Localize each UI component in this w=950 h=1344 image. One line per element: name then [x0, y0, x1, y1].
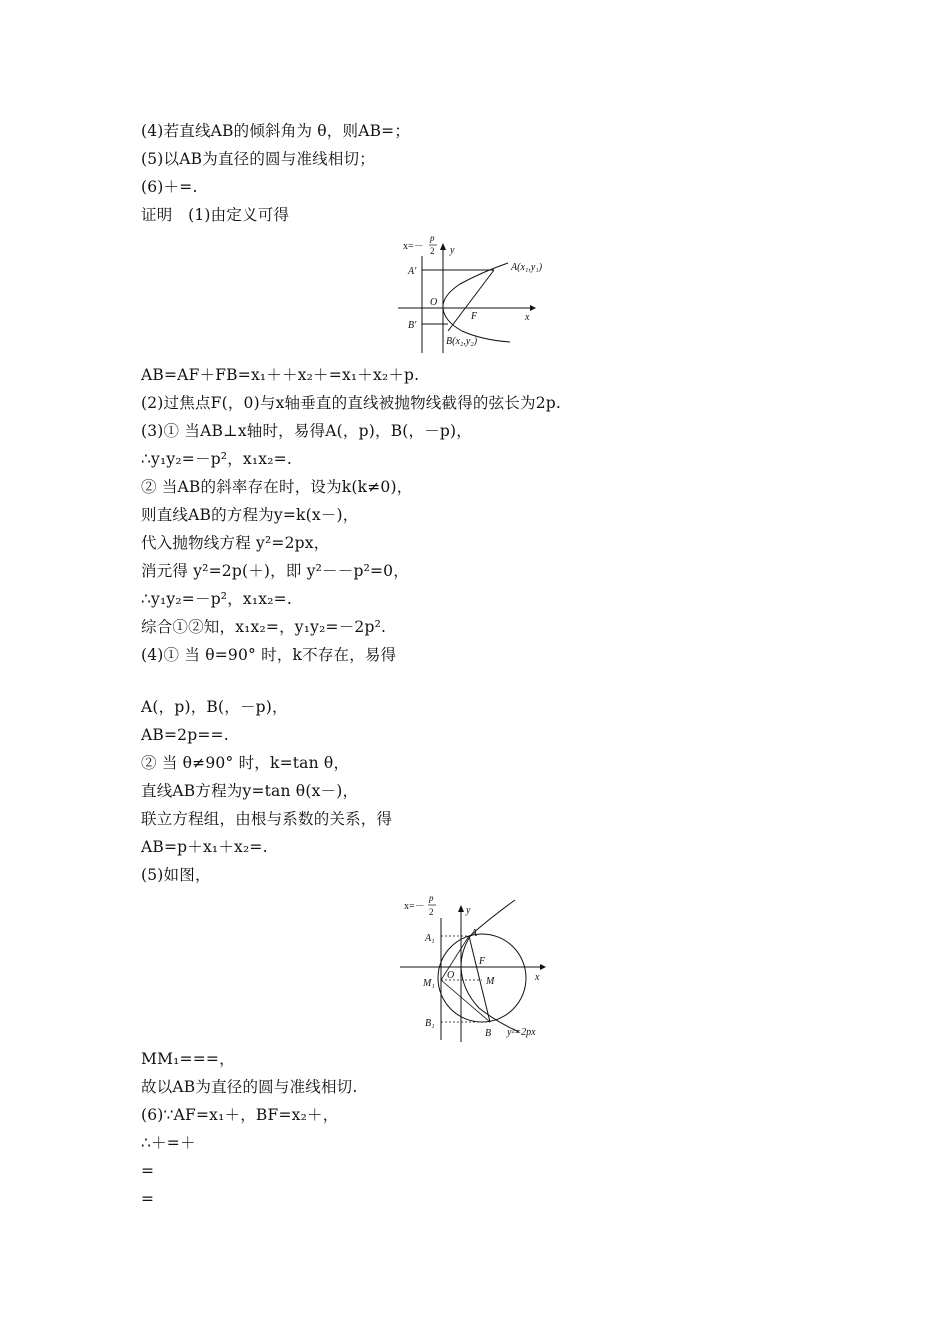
text-line: ∴y₁y₂=－p²，x₁x₂=.: [141, 450, 292, 468]
origin-label: O: [430, 297, 438, 308]
text-line: (5)如图，: [141, 866, 211, 884]
text-line: 消元得 y²=2p(＋)，即 y²－－p²=0，: [141, 562, 409, 580]
text-line: 综合①②知，x₁x₂=，y₁y₂=－2p².: [141, 618, 387, 636]
text-line: (3)① 当AB⊥x轴时，易得A(，p)，B(，－p)，: [141, 422, 473, 440]
text-line: (6)∵AF=x₁＋，BF=x₂＋，: [141, 1106, 339, 1124]
b-prime-label: B′: [408, 320, 417, 331]
two-label: 2: [430, 246, 435, 256]
text-line: (4)① 当 θ=90° 时，k不存在，易得: [141, 646, 397, 664]
text-line: (6)＋=.: [141, 178, 198, 196]
text-line: ② 当 θ≠90° 时，k=tan θ，: [141, 754, 350, 772]
y-axis-label: y: [450, 245, 455, 256]
focus-label: F: [471, 311, 478, 322]
text-line: =: [141, 1190, 155, 1208]
directrix-label: x=－: [403, 241, 424, 252]
text-line: =: [141, 1162, 155, 1180]
text-line: ∴＋=＋: [141, 1134, 196, 1152]
point-a-label: A: [471, 928, 478, 939]
text-line: MM₁===，: [141, 1050, 235, 1068]
a-prime-label: A′: [408, 266, 417, 277]
p-label: p: [429, 893, 434, 903]
text-line: 证明 (1)由定义可得: [141, 206, 290, 224]
point-b-label: B: [485, 1028, 492, 1039]
b1-label: B₁: [425, 1018, 435, 1029]
m1-label: M₁: [423, 978, 435, 989]
two-label: 2: [429, 907, 434, 917]
directrix-label: x=－: [404, 901, 425, 912]
x-axis-label: x: [535, 972, 540, 983]
text-line: ∴y₁y₂=－p²，x₁x₂=.: [141, 590, 292, 608]
text-line: 故以AB为直径的圆与准线相切.: [141, 1078, 358, 1096]
parabola-figure-1: [390, 228, 550, 358]
text-line: AB=p＋x₁＋x₂=.: [141, 838, 268, 856]
text-line: 代入抛物线方程 y²=2px，: [141, 534, 330, 552]
text-line: ② 当AB的斜率存在时，设为k(k≠0)，: [141, 478, 413, 496]
curve-equation-label: y²=2px: [507, 1027, 536, 1038]
p-label: p: [430, 233, 435, 243]
text-line: A(，p)，B(，－p)，: [141, 698, 288, 716]
y-axis-label: y: [466, 905, 471, 916]
text-line: (5)以AB为直径的圆与准线相切；: [141, 150, 375, 168]
text-line: AB=AF＋FB=x₁＋＋x₂＋=x₁＋x₂＋p.: [141, 366, 420, 384]
a1-label: A₁: [425, 933, 435, 944]
text-line: 联立方程组，由根与系数的关系，得: [141, 810, 393, 828]
origin-label: O: [447, 970, 455, 981]
midpoint-label: M: [486, 976, 495, 987]
text-line: (4)若直线AB的倾斜角为 θ，则AB=；: [141, 122, 411, 140]
x-axis-label: x: [525, 312, 530, 323]
focus-label: F: [479, 956, 486, 967]
point-b-label: B(x₂,y₂): [446, 336, 478, 347]
text-line: (2)过焦点F(，0)与x轴垂直的直线被抛物线截得的弦长为2p.: [141, 394, 562, 412]
parabola-circle-figure-2: [395, 890, 555, 1045]
text-line: AB=2p==.: [141, 726, 229, 744]
text-line: 直线AB方程为y=tan θ(x－)，: [141, 782, 359, 800]
text-line: 则直线AB的方程为y=k(x－)，: [141, 506, 359, 524]
point-a-label: A(x₁,y₁): [511, 262, 543, 273]
